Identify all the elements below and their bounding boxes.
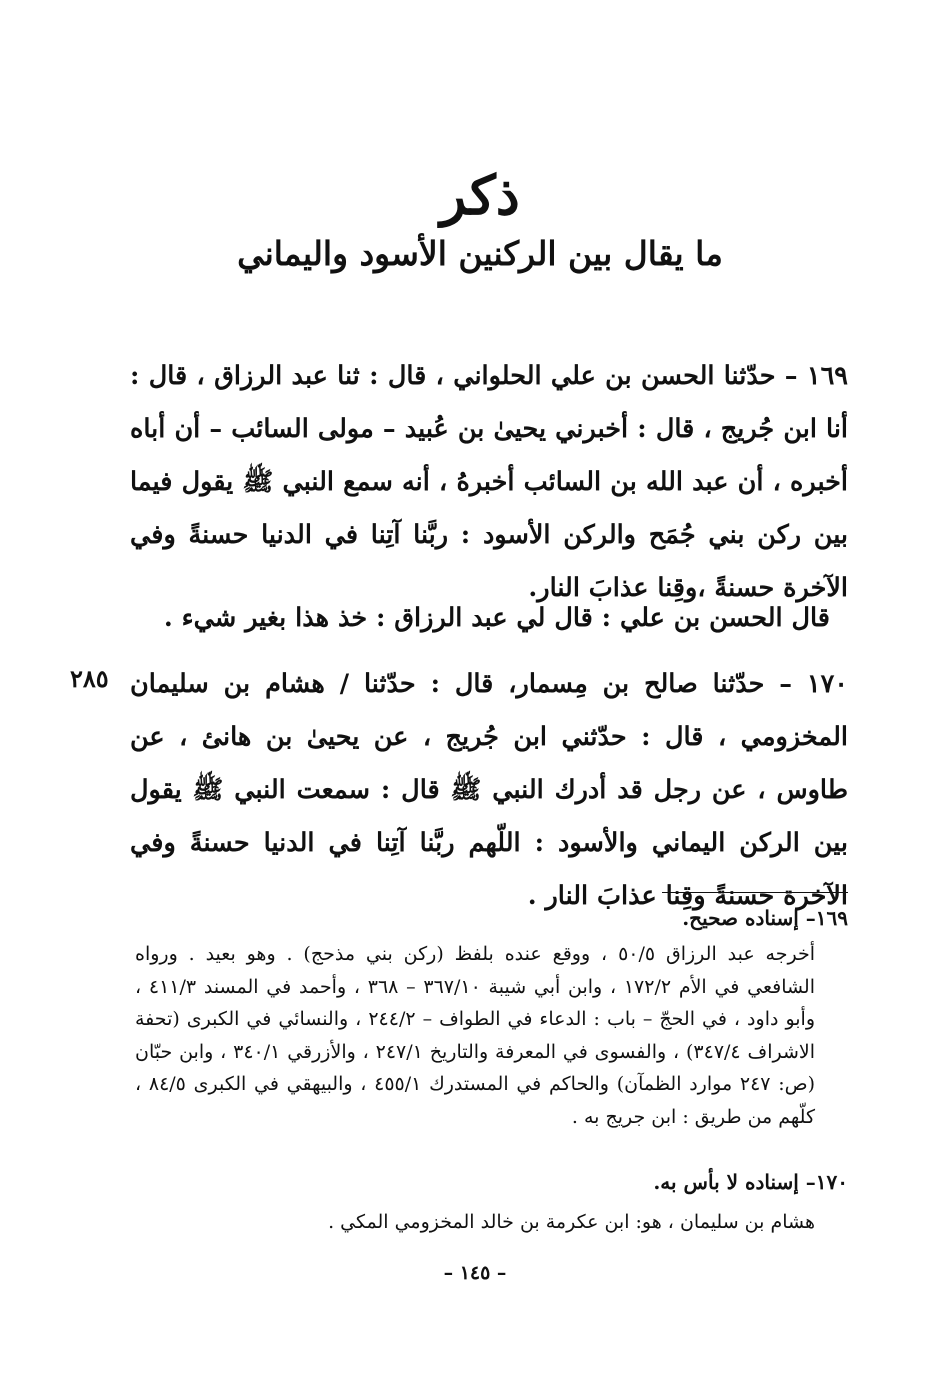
footnote-170-body: هشام بن سليمان ، هو: ابن عكرمة بن خالد المخزومي المكي . bbox=[328, 1211, 815, 1233]
hadith-169-note: قال الحسن بن علي : قال لي عبد الرزاق : خذ هذا بغير شيء . bbox=[163, 603, 830, 633]
hadith-170-text: ١٧٠ – حدّثنا صالح بن مِسمار، قال : حدّثنا / هشام بن سليمان المخزومي ، قال : حدّثني ابن جُريج ، عن يحيىٰ بن هانئ ، عن طاوس ، عن رجل قد أدرك النبي ﷺ قال : سمعت النبي ﷺ يقول بين الركن اليماني والأسود : اللّهم ربَّنا آتِنا في الدنيا حسنةً وفي الآخرة حسنةً وقِنا عذابَ النار . bbox=[130, 669, 848, 911]
footnote-170-heading: ١٧٠– إسناده لا بأس به. bbox=[653, 1170, 848, 1194]
footnote-169-heading: ١٦٩– إسناده صحيح. bbox=[682, 906, 848, 930]
footnote-divider bbox=[662, 892, 848, 893]
hadith-169-text: ١٦٩ – حدّثنا الحسن بن علي الحلواني ، قال : ثنا عبد الرزاق ، قال : أنا ابن جُريج ، قال : أخبرني يحيىٰ بن عُبيد – مولى السائب – أن أباه أخبره ، أن عبد الله بن السائب أخبرهُ ، أنه سمع النبي ﷺ يقول فيما بين ركن بني جُمَح والركن الأسود : ربَّنا آتِنا في الدنيا حسنةً وفي الآخرة حسنةً ،وقِنا عذابَ النار. bbox=[130, 361, 848, 603]
section-title: ذكر bbox=[440, 163, 520, 227]
page-number: – ١٤٥ – bbox=[443, 1262, 507, 1284]
footnote-169-body: أخرجه عبد الرزاق ٥٠/٥ ، ووقع عنده بلفظ (ركن بني مذحج) . وهو بعيد . ورواه الشافعي في الأم ١٧٢/٢ ، وابن أبي شيبة ٣٦٧/١٠ – ٣٦٨ ، وأحمد في المسند ٤١١/٣ ، وأبو داود ، في الحجّ – باب : الدعاء في الطواف – ٢٤٤/٢ ، والنسائي في الكبرى (تحفة الاشراف ٣٤٧/٤) ، والفسوى في المعرفة والتاريخ ٢٤٧/١ ، والأزرقي ٣٤٠/١ ، وابن حبّان (ص: ٢٤٧ موارد الظمآن) والحاكم في المستدرك ٤٥٥/١ ، والبيهقي في الكبرى ٨٤/٥ ، كلّهم من طريق : ابن جريج به . bbox=[135, 943, 815, 1128]
section-subtitle: ما يقال بين الركنين الأسود واليماني bbox=[237, 234, 723, 273]
margin-page-number: ٢٨٥ bbox=[70, 664, 109, 693]
